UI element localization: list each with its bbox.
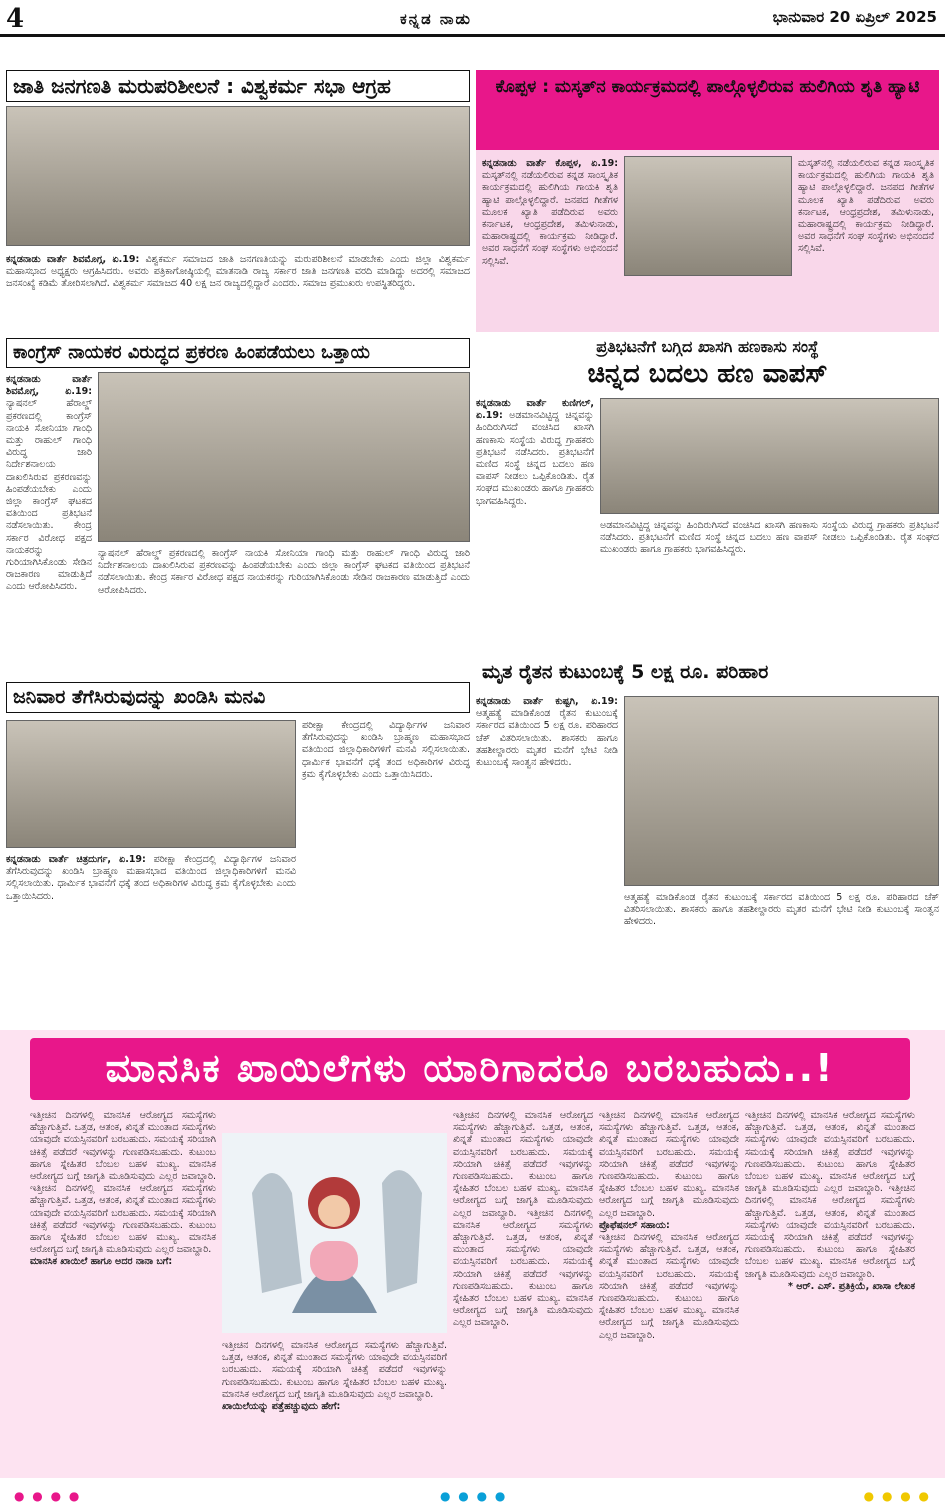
headline-banner-mental-health	[30, 1038, 910, 1100]
body-mental-col5: ಇತ್ತೀಚಿನ ದಿನಗಳಲ್ಲಿ ಮಾನಸಿಕ ಆರೋಗ್ಯದ ಸಮಸ್ಯೆಗಳು ಹೆಚ್ಚಾಗುತ್ತಿವೆ. ಒತ್ತಡ, ಆತಂಕ, ಖಿನ್ನತೆ ಮುಂತಾದ ಸಮಸ್ಯೆಗಳು ಯಾವುದೇ ವಯಸ್ಸಿನವರಿಗೆ ಬರಬಹುದು. ಸಮಯಕ್ಕೆ ಸರಿಯಾಗಿ ಚಿಕಿತ್ಸೆ ಪಡೆದರೆ ಇವುಗಳನ್ನು ಗುಣಪಡಿಸಬಹುದು. ಕುಟುಂಬ ಹಾಗೂ ಸ್ನೇಹಿತರ ಬೆಂಬಲ ಬಹಳ ಮುಖ್ಯ. ಮಾನಸಿಕ ಆರೋಗ್ಯದ ಬಗ್ಗೆ ಜಾಗೃತಿ ಮೂಡಿಸುವುದು ಎಲ್ಲರ ಜವಾಬ್ದಾರಿ. ಇತ್ತೀಚಿನ ದಿನಗಳಲ್ಲಿ ಮಾನಸಿಕ ಆರೋಗ್ಯದ ಸಮಸ್ಯೆಗಳು ಹೆಚ್ಚಾಗುತ್ತಿವೆ. ಒತ್ತಡ, ಆತಂಕ, ಖಿನ್ನತೆ ಮುಂತಾದ ಸಮಸ್ಯೆಗಳು ಯಾವುದೇ ವಯಸ್ಸಿನವರಿಗೆ ಬರಬಹುದು. ಸಮಯಕ್ಕೆ ಸರಿಯಾಗಿ ಚಿಕಿತ್ಸೆ ಪಡೆದರೆ ಇವುಗಳನ್ನು ಗುಣಪಡಿಸಬಹುದು. ಕುಟುಂಬ ಹಾಗೂ ಸ್ನೇಹಿತರ ಬೆಂಬಲ ಬಹಳ ಮುಖ್ಯ. ಮಾನಸಿಕ ಆರೋಗ್ಯದ ಬಗ್ಗೆ ಜಾಗೃತಿ ಮೂಡಿಸುವುದು ಎಲ್ಲರ ಜವಾಬ್ದಾರಿ. * ಆರ್. ಎಸ್. ಪ್ರತಿಕ್ರಿಯೆ, ಖಾಸಾ ಲೇಖಕ	[745, 1110, 915, 1292]
body-farmer-col2: ಆತ್ಮಹತ್ಯೆ ಮಾಡಿಕೊಂಡ ರೈತನ ಕುಟುಂಬಕ್ಕೆ ಸರ್ಕಾರದ ವತಿಯಿಂದ 5 ಲಕ್ಷ ರೂ. ಪರಿಹಾರದ ಚೆಕ್ ವಿತರಿಸಲಾಯಿತು. ಶಾಸಕರು ಹಾಗೂ ತಹಶೀಲ್ದಾರರು ಮೃತರ ಮನೆಗೆ ಭೇಟಿ ನೀಡಿ ಕುಟುಂಬಕ್ಕೆ ಸಾಂತ್ವನ ಹೇಳಿದರು.	[624, 892, 939, 928]
anxious-woman-icon	[222, 1133, 447, 1333]
registration-marks-left: ● ● ● ●	[14, 1489, 82, 1503]
registration-marks-center: ● ● ● ●	[440, 1489, 508, 1503]
headline-janivara: ಜನಿವಾರ ತೆಗೆಸಿರುವುದನ್ನು ಖಂಡಿಸಿ ಮನವಿ	[6, 682, 470, 713]
body-koppal-col2: ಮಸ್ಕತ್‌ನಲ್ಲಿ ನಡೆಯಲಿರುವ ಕನ್ನಡ ಸಾಂಸ್ಕೃತಿಕ ಕಾರ್ಯಕ್ರಮದಲ್ಲಿ ಹುಲಿಗಿಯ ಗಾಯಕಿ ಶೃತಿ ಹ್ಯಾಟಿ ಪಾಲ್ಗೊಳ್ಳಲಿದ್ದಾರೆ. ಜನಪದ ಗೀತೆಗಳ ಮೂಲಕ ಖ್ಯಾತಿ ಪಡೆದಿರುವ ಅವರು ಕರ್ನಾಟಕ, ಆಂಧ್ರಪ್ರದೇಶ, ತಮಿಳುನಾಡು, ಮಹಾರಾಷ್ಟ್ರದಲ್ಲಿ ಕಾರ್ಯಕ್ರಮ ನೀಡಿದ್ದಾರೆ. ಅವರ ಸಾಧನೆಗೆ ಸಂಘ ಸಂಸ್ಥೆಗಳು ಅಭಿನಂದನೆ ಸಲ್ಲಿಸಿವೆ.	[798, 158, 934, 255]
body-congress-col2: ನ್ಯಾಷನಲ್ ಹೆರಾಲ್ಡ್ ಪ್ರಕರಣದಲ್ಲಿ ಕಾಂಗ್ರೆಸ್ ನಾಯಕಿ ಸೋನಿಯಾ ಗಾಂಧಿ ಮತ್ತು ರಾಹುಲ್ ಗಾಂಧಿ ವಿರುದ್ಧ ಜಾರಿ ನಿರ್ದೇಶನಾಲಯ ದಾಖಲಿಸಿರುವ ಪ್ರಕರಣವನ್ನು ಹಿಂಪಡೆಯಬೇಕು ಎಂದು ಜಿಲ್ಲಾ ಕಾಂಗ್ರೆಸ್ ಘಟಕದ ವತಿಯಿಂದ ಪ್ರತಿಭಟನೆ ನಡೆಸಲಾಯಿತು. ಕೇಂದ್ರ ಸರ್ಕಾರ ವಿರೋಧ ಪಕ್ಷದ ನಾಯಕರನ್ನು ಗುರಿಯಾಗಿಸಿಕೊಂಡು ಸೇಡಿನ ರಾಜಕಾರಣ ಮಾಡುತ್ತಿದೆ ಎಂದು ಆರೋಪಿಸಿದರು.	[98, 548, 470, 596]
article-congress	[6, 338, 470, 676]
body-mental-col3: ಇತ್ತೀಚಿನ ದಿನಗಳಲ್ಲಿ ಮಾನಸಿಕ ಆರೋಗ್ಯದ ಸಮಸ್ಯೆಗಳು ಹೆಚ್ಚಾಗುತ್ತಿವೆ. ಒತ್ತಡ, ಆತಂಕ, ಖಿನ್ನತೆ ಮುಂತಾದ ಸಮಸ್ಯೆಗಳು ಯಾವುದೇ ವಯಸ್ಸಿನವರಿಗೆ ಬರಬಹುದು. ಸಮಯಕ್ಕೆ ಸರಿಯಾಗಿ ಚಿಕಿತ್ಸೆ ಪಡೆದರೆ ಇವುಗಳನ್ನು ಗುಣಪಡಿಸಬಹುದು. ಕುಟುಂಬ ಹಾಗೂ ಸ್ನೇಹಿತರ ಬೆಂಬಲ ಬಹಳ ಮುಖ್ಯ. ಮಾನಸಿಕ ಆರೋಗ್ಯದ ಬಗ್ಗೆ ಜಾಗೃತಿ ಮೂಡಿಸುವುದು ಎಲ್ಲರ ಜವಾಬ್ದಾರಿ. ಇತ್ತೀಚಿನ ದಿನಗಳಲ್ಲಿ ಮಾನಸಿಕ ಆರೋಗ್ಯದ ಸಮಸ್ಯೆಗಳು ಹೆಚ್ಚಾಗುತ್ತಿವೆ. ಒತ್ತಡ, ಆತಂಕ, ಖಿನ್ನತೆ ಮುಂತಾದ ಸಮಸ್ಯೆಗಳು ಯಾವುದೇ ವಯಸ್ಸಿನವರಿಗೆ ಬರಬಹುದು. ಸಮಯಕ್ಕೆ ಸರಿಯಾಗಿ ಚಿಕಿತ್ಸೆ ಪಡೆದರೆ ಇವುಗಳನ್ನು ಗುಣಪಡಿಸಬಹುದು. ಕುಟುಂಬ ಹಾಗೂ ಸ್ನೇಹಿತರ ಬೆಂಬಲ ಬಹಳ ಮುಖ್ಯ. ಮಾನಸಿಕ ಆರೋಗ್ಯದ ಬಗ್ಗೆ ಜಾಗೃತಿ ಮೂಡಿಸುವುದು ಎಲ್ಲರ ಜವಾಬ್ದಾರಿ.	[453, 1110, 593, 1329]
body-mental-col1: ಇತ್ತೀಚಿನ ದಿನಗಳಲ್ಲಿ ಮಾನಸಿಕ ಆರೋಗ್ಯದ ಸಮಸ್ಯೆಗಳು ಹೆಚ್ಚಾಗುತ್ತಿವೆ. ಒತ್ತಡ, ಆತಂಕ, ಖಿನ್ನತೆ ಮುಂತಾದ ಸಮಸ್ಯೆಗಳು ಯಾವುದೇ ವಯಸ್ಸಿನವರಿಗೆ ಬರಬಹುದು. ಸಮಯಕ್ಕೆ ಸರಿಯಾಗಿ ಚಿಕಿತ್ಸೆ ಪಡೆದರೆ ಇವುಗಳನ್ನು ಗುಣಪಡಿಸಬಹುದು. ಕುಟುಂಬ ಹಾಗೂ ಸ್ನೇಹಿತರ ಬೆಂಬಲ ಬಹಳ ಮುಖ್ಯ. ಮಾನಸಿಕ ಆರೋಗ್ಯದ ಬಗ್ಗೆ ಜಾಗೃತಿ ಮೂಡಿಸುವುದು ಎಲ್ಲರ ಜವಾಬ್ದಾರಿ. ಇತ್ತೀಚಿನ ದಿನಗಳಲ್ಲಿ ಮಾನಸಿಕ ಆರೋಗ್ಯದ ಸಮಸ್ಯೆಗಳು ಹೆಚ್ಚಾಗುತ್ತಿವೆ. ಒತ್ತಡ, ಆತಂಕ, ಖಿನ್ನತೆ ಮುಂತಾದ ಸಮಸ್ಯೆಗಳು ಯಾವುದೇ ವಯಸ್ಸಿನವರಿಗೆ ಬರಬಹುದು. ಸಮಯಕ್ಕೆ ಸರಿಯಾಗಿ ಚಿಕಿತ್ಸೆ ಪಡೆದರೆ ಇವುಗಳನ್ನು ಗುಣಪಡಿಸಬಹುದು. ಕುಟುಂಬ ಹಾಗೂ ಸ್ನೇಹಿತರ ಬೆಂಬಲ ಬಹಳ ಮುಖ್ಯ. ಮಾನಸಿಕ ಆರೋಗ್ಯದ ಬಗ್ಗೆ ಜಾಗೃತಿ ಮೂಡಿಸುವುದು ಎಲ್ಲರ ಜವಾಬ್ದಾರಿ. ಮಾನಸಿಕ ಖಾಯಿಲೆ ಹಾಗೂ ಅದರ ನಾನಾ ಬಗೆ:	[30, 1110, 216, 1268]
headline-congress: ಕಾಂಗ್ರೆಸ್ ನಾಯಕರ ವಿರುದ್ಧದ ಪ್ರಕರಣ ಹಿಂಪಡೆಯಲು ಒತ್ತಾಯ	[6, 338, 470, 368]
subhead-types: ಮಾನಸಿಕ ಖಾಯಿಲೆ ಹಾಗೂ ಅದರ ನಾನಾ ಬಗೆ:	[30, 1256, 173, 1268]
issue-date: ಭಾನುವಾರ 20 ಏಪ್ರಿಲ್ 2025	[772, 8, 937, 26]
headline-gold: ಚಿನ್ನದ ಬದಲು ಹಣ ವಾಪಸ್	[587, 358, 828, 389]
article-koppal	[476, 70, 939, 332]
headline-koppal: ಕೊಪ್ಪಳ : ಮಸ್ಕತ್‌ನ ಕಾರ್ಯಕ್ರಮದಲ್ಲಿ ಪಾಲ್ಗೊಳ್ಳಲಿರುವ ಹುಲಿಗಿಯ ಶೃತಿ ಹ್ಯಾಟಿ	[495, 77, 920, 97]
subhead-detect: ಖಾಯಿಲೆಯನ್ನು ಪತ್ತೆಹಚ್ಚುವುದು ಹೇಗೆ:	[222, 1401, 341, 1413]
article-farmer	[476, 658, 939, 1024]
photo-shruti	[624, 156, 792, 276]
header-rule	[0, 34, 945, 37]
body-mental-col2: ಇತ್ತೀಚಿನ ದಿನಗಳಲ್ಲಿ ಮಾನಸಿಕ ಆರೋಗ್ಯದ ಸಮಸ್ಯೆಗಳು ಹೆಚ್ಚಾಗುತ್ತಿವೆ. ಒತ್ತಡ, ಆತಂಕ, ಖಿನ್ನತೆ ಮುಂತಾದ ಸಮಸ್ಯೆಗಳು ಯಾವುದೇ ವಯಸ್ಸಿನವರಿಗೆ ಬರಬಹುದು. ಸಮಯಕ್ಕೆ ಸರಿಯಾಗಿ ಚಿಕಿತ್ಸೆ ಪಡೆದರೆ ಇವುಗಳನ್ನು ಗುಣಪಡಿಸಬಹುದು. ಕುಟುಂಬ ಹಾಗೂ ಸ್ನೇಹಿತರ ಬೆಂಬಲ ಬಹಳ ಮುಖ್ಯ. ಮಾನಸಿಕ ಆರೋಗ್ಯದ ಬಗ್ಗೆ ಜಾಗೃತಿ ಮೂಡಿಸುವುದು ಎಲ್ಲರ ಜವಾಬ್ದಾರಿ. ಖಾಯಿಲೆಯನ್ನು ಪತ್ತೆಹಚ್ಚುವುದು ಹೇಗೆ:	[222, 1340, 447, 1413]
registration-marks-right: ● ● ● ●	[863, 1489, 931, 1503]
article-vishwakarma	[6, 70, 470, 332]
body-janivara-col1: ಕನ್ನಡನಾಡು ವಾರ್ತೆ ಚಿತ್ರದುರ್ಗ, ಏ.19: ಪರೀಕ್ಷಾ ಕೇಂದ್ರದಲ್ಲಿ ವಿದ್ಯಾರ್ಥಿಗಳ ಜನಿವಾರ ತೆಗೆಸಿರುವುದನ್ನು ಖಂಡಿಸಿ ಬ್ರಾಹ್ಮಣ ಮಹಾಸಭಾದ ವತಿಯಿಂದ ಜಿಲ್ಲಾಧಿಕಾರಿಗಳಿಗೆ ಮನವಿ ಸಲ್ಲಿಸಲಾಯಿತು. ಧಾರ್ಮಿಕ ಭಾವನೆಗೆ ಧಕ್ಕೆ ತಂದ ಅಧಿಕಾರಿಗಳ ವಿರುದ್ಧ ಕ್ರಮ ಕೈಗೊಳ್ಳಬೇಕು ಎಂದು ಒತ್ತಾಯಿಸಿದರು.	[6, 854, 296, 902]
kicker-gold: ಪ್ರತಿಭಟನೆಗೆ ಬಗ್ಗಿದ ಖಾಸಗಿ ಹಣಕಾಸು ಸಂಸ್ಥೆ	[596, 338, 819, 356]
body-gold-col2: ಅಡಮಾನವಿಟ್ಟಿದ್ದ ಚಿನ್ನವನ್ನು ಹಿಂದಿರುಗಿಸದೆ ವಂಚಿಸಿದ ಖಾಸಗಿ ಹಣಕಾಸು ಸಂಸ್ಥೆಯ ವಿರುದ್ಧ ಗ್ರಾಹಕರು ಪ್ರತಿಭಟನೆ ನಡೆಸಿದರು. ಪ್ರತಿಭಟನೆಗೆ ಮಣಿದ ಸಂಸ್ಥೆ ಚಿನ್ನದ ಬದಲು ಹಣ ವಾಪಸ್ ನೀಡಲು ಒಪ್ಪಿಕೊಂಡಿತು. ರೈತ ಸಂಘದ ಮುಖಂಡರು ಹಾಗೂ ಗ್ರಾಹಕರು ಭಾಗವಹಿಸಿದ್ದರು.	[600, 520, 939, 556]
photo-memorandum	[6, 720, 296, 848]
headline-farmer: ಮೃತ ರೈತನ ಕುಟುಂಬಕ್ಕೆ 5 ಲಕ್ಷ ರೂ. ಪರಿಹಾರ	[482, 661, 769, 683]
author-signature: * ಆರ್. ಎಸ್. ಪ್ರತಿಕ್ರಿಯೆ, ಖಾಸಾ ಲೇಖಕ	[788, 1280, 915, 1292]
headline-mental-health: ಮಾನಸಿಕ ಖಾಯಿಲೆಗಳು ಯಾರಿಗಾದರೂ ಬರಬಹುದು..!	[105, 1046, 835, 1090]
body-janivara-col2: ಪರೀಕ್ಷಾ ಕೇಂದ್ರದಲ್ಲಿ ವಿದ್ಯಾರ್ಥಿಗಳ ಜನಿವಾರ ತೆಗೆಸಿರುವುದನ್ನು ಖಂಡಿಸಿ ಬ್ರಾಹ್ಮಣ ಮಹಾಸಭಾದ ವತಿಯಿಂದ ಜಿಲ್ಲಾಧಿಕಾರಿಗಳಿಗೆ ಮನವಿ ಸಲ್ಲಿಸಲಾಯಿತು. ಧಾರ್ಮಿಕ ಭಾವನೆಗೆ ಧಕ್ಕೆ ತಂದ ಅಧಿಕಾರಿಗಳ ವಿರುದ್ಧ ಕ್ರಮ ಕೈಗೊಳ್ಳಬೇಕು ಎಂದು ಒತ್ತಾಯಿಸಿದರು.	[302, 720, 470, 780]
subhead-professional: ಪ್ರೊಫೆಷನಲ್ ಸಹಾಯ:	[599, 1219, 670, 1231]
article-janivara	[6, 682, 470, 1024]
photo-protest	[98, 372, 470, 542]
body-vishwakarma: ಕನ್ನಡನಾಡು ವಾರ್ತೆ ಶಿವಮೊಗ್ಗ, ಏ.19: ವಿಶ್ವಕರ್ಮ ಸಮಾಜದ ಜಾತಿ ಜನಗಣತಿಯನ್ನು ಮರುಪರಿಶೀಲನೆ ಮಾಡಬೇಕು ಎಂದು ಜಿಲ್ಲಾ ವಿಶ್ವಕರ್ಮ ಮಹಾಸಭಾದ ಅಧ್ಯಕ್ಷರು ಆಗ್ರಹಿಸಿದರು. ಅವರು ಪತ್ರಿಕಾಗೋಷ್ಠಿಯಲ್ಲಿ ಮಾತನಾಡಿ ರಾಜ್ಯ ಸರ್ಕಾರ ಜಾತಿ ಜನಗಣತಿ ವರದಿ ಮಾಡಿದ್ದು ಅದರಲ್ಲಿ ಸಮಾಜದ ಜನಸಂಖ್ಯೆ ಕಡಿಮೆ ತೋರಿಸಲಾಗಿದೆ. ವಿಶ್ವಕರ್ಮ ಸಮಾಜದ 40 ಲಕ್ಷ ಜನ ರಾಜ್ಯದಲ್ಲಿದ್ದಾರೆ ಎಂದರು. ಸಮಾಜ ಪ್ರಮುಖರು ಉಪಸ್ಥಿತರಿದ್ದರು.	[6, 254, 470, 290]
page-header	[0, 0, 945, 62]
photo-cheque	[624, 696, 939, 886]
body-farmer-col1: ಕನ್ನಡನಾಡು ವಾರ್ತೆ ಕುಷ್ಟಗಿ, ಏ.19: ಆತ್ಮಹತ್ಯೆ ಮಾಡಿಕೊಂಡ ರೈತನ ಕುಟುಂಬಕ್ಕೆ ಸರ್ಕಾರದ ವತಿಯಿಂದ 5 ಲಕ್ಷ ರೂ. ಪರಿಹಾರದ ಚೆಕ್ ವಿತರಿಸಲಾಯಿತು. ಶಾಸಕರು ಹಾಗೂ ತಹಶೀಲ್ದಾರರು ಮೃತರ ಮನೆಗೆ ಭೇಟಿ ನೀಡಿ ಕುಟುಂಬಕ್ಕೆ ಸಾಂತ್ವನ ಹೇಳಿದರು.	[476, 696, 618, 769]
headline-box-koppal	[476, 70, 939, 150]
page-number: 4	[6, 4, 25, 34]
body-koppal: ಕನ್ನಡನಾಡು ವಾರ್ತೆ ಕೊಪ್ಪಳ, ಏ.19: ಮಸ್ಕತ್‌ನಲ್ಲಿ ನಡೆಯಲಿರುವ ಕನ್ನಡ ಸಾಂಸ್ಕೃತಿಕ ಕಾರ್ಯಕ್ರಮದಲ್ಲಿ ಹುಲಿಗಿಯ ಗಾಯಕಿ ಶೃತಿ ಹ್ಯಾಟಿ ಪಾಲ್ಗೊಳ್ಳಲಿದ್ದಾರೆ. ಜನಪದ ಗೀತೆಗಳ ಮೂಲಕ ಖ್ಯಾತಿ ಪಡೆದಿರುವ ಅವರು ಕರ್ನಾಟಕ, ಆಂಧ್ರಪ್ರದೇಶ, ತಮಿಳುನಾಡು, ಮಹಾರಾಷ್ಟ್ರದಲ್ಲಿ ಕಾರ್ಯಕ್ರಮ ನೀಡಿದ್ದಾರೆ. ಅವರ ಸಾಧನೆಗೆ ಸಂಘ ಸಂಸ್ಥೆಗಳು ಅಭಿನಂದನೆ ಸಲ್ಲಿಸಿವೆ.	[482, 158, 618, 267]
body-mental-col4: ಇತ್ತೀಚಿನ ದಿನಗಳಲ್ಲಿ ಮಾನಸಿಕ ಆರೋಗ್ಯದ ಸಮಸ್ಯೆಗಳು ಹೆಚ್ಚಾಗುತ್ತಿವೆ. ಒತ್ತಡ, ಆತಂಕ, ಖಿನ್ನತೆ ಮುಂತಾದ ಸಮಸ್ಯೆಗಳು ಯಾವುದೇ ವಯಸ್ಸಿನವರಿಗೆ ಬರಬಹುದು. ಸಮಯಕ್ಕೆ ಸರಿಯಾಗಿ ಚಿಕಿತ್ಸೆ ಪಡೆದರೆ ಇವುಗಳನ್ನು ಗುಣಪಡಿಸಬಹುದು. ಕುಟುಂಬ ಹಾಗೂ ಸ್ನೇಹಿತರ ಬೆಂಬಲ ಬಹಳ ಮುಖ್ಯ. ಮಾನಸಿಕ ಆರೋಗ್ಯದ ಬಗ್ಗೆ ಜಾಗೃತಿ ಮೂಡಿಸುವುದು ಎಲ್ಲರ ಜವಾಬ್ದಾರಿ. ಪ್ರೊಫೆಷನಲ್ ಸಹಾಯ: ಇತ್ತೀಚಿನ ದಿನಗಳಲ್ಲಿ ಮಾನಸಿಕ ಆರೋಗ್ಯದ ಸಮಸ್ಯೆಗಳು ಹೆಚ್ಚಾಗುತ್ತಿವೆ. ಒತ್ತಡ, ಆತಂಕ, ಖಿನ್ನತೆ ಮುಂತಾದ ಸಮಸ್ಯೆಗಳು ಯಾವುದೇ ವಯಸ್ಸಿನವರಿಗೆ ಬರಬಹುದು. ಸಮಯಕ್ಕೆ ಸರಿಯಾಗಿ ಚಿಕಿತ್ಸೆ ಪಡೆದರೆ ಇವುಗಳನ್ನು ಗುಣಪಡಿಸಬಹುದು. ಕುಟುಂಬ ಹಾಗೂ ಸ್ನೇಹಿತರ ಬೆಂಬಲ ಬಹಳ ಮುಖ್ಯ. ಮಾನಸಿಕ ಆರೋಗ್ಯದ ಬಗ್ಗೆ ಜಾಗೃತಿ ಮೂಡಿಸುವುದು ಎಲ್ಲರ ಜವಾಬ್ದಾರಿ.	[599, 1110, 739, 1341]
masthead: ಕನ್ನಡ ನಾಡು	[400, 10, 472, 28]
photo-gold-protest	[600, 398, 939, 514]
article-gold	[476, 338, 939, 652]
photo-press-meet	[6, 106, 470, 246]
body-gold-col1: ಕನ್ನಡನಾಡು ವಾರ್ತೆ ಕುಣಿಗಲ್, ಏ.19: ಅಡಮಾನವಿಟ್ಟಿದ್ದ ಚಿನ್ನವನ್ನು ಹಿಂದಿರುಗಿಸದೆ ವಂಚಿಸಿದ ಖಾಸಗಿ ಹಣಕಾಸು ಸಂಸ್ಥೆಯ ವಿರುದ್ಧ ಗ್ರಾಹಕರು ಪ್ರತಿಭಟನೆ ನಡೆಸಿದರು. ಪ್ರತಿಭಟನೆಗೆ ಮಣಿದ ಸಂಸ್ಥೆ ಚಿನ್ನದ ಬದಲು ಹಣ ವಾಪಸ್ ನೀಡಲು ಒಪ್ಪಿಕೊಂಡಿತು. ರೈತ ಸಂಘದ ಮುಖಂಡರು ಹಾಗೂ ಗ್ರಾಹಕರು ಭಾಗವಹಿಸಿದ್ದರು.	[476, 398, 594, 507]
illustration-anxious-woman	[222, 1133, 447, 1333]
headline-vishwakarma: ಜಾತಿ ಜನಗಣತಿ ಮರುಪರಿಶೀಲನೆ : ವಿಶ್ವಕರ್ಮ ಸಭಾ ಆಗ್ರಹ	[6, 70, 470, 102]
body-congress-col1: ಕನ್ನಡನಾಡು ವಾರ್ತೆ ಶಿವಮೊಗ್ಗ, ಏ.19: ನ್ಯಾಷನಲ್ ಹೆರಾಲ್ಡ್ ಪ್ರಕರಣದಲ್ಲಿ ಕಾಂಗ್ರೆಸ್ ನಾಯಕಿ ಸೋನಿಯಾ ಗಾಂಧಿ ಮತ್ತು ರಾಹುಲ್ ಗಾಂಧಿ ವಿರುದ್ಧ ಜಾರಿ ನಿರ್ದೇಶನಾಲಯ ದಾಖಲಿಸಿರುವ ಪ್ರಕರಣವನ್ನು ಹಿಂಪಡೆಯಬೇಕು ಎಂದು ಜಿಲ್ಲಾ ಕಾಂಗ್ರೆಸ್ ಘಟಕದ ವತಿಯಿಂದ ಪ್ರತಿಭಟನೆ ನಡೆಸಲಾಯಿತು. ಕೇಂದ್ರ ಸರ್ಕಾರ ವಿರೋಧ ಪಕ್ಷದ ನಾಯಕರನ್ನು ಗುರಿಯಾಗಿಸಿಕೊಂಡು ಸೇಡಿನ ರಾಜಕಾರಣ ಮಾಡುತ್ತಿದೆ ಎಂದು ಆರೋಪಿಸಿದರು.	[6, 374, 92, 593]
